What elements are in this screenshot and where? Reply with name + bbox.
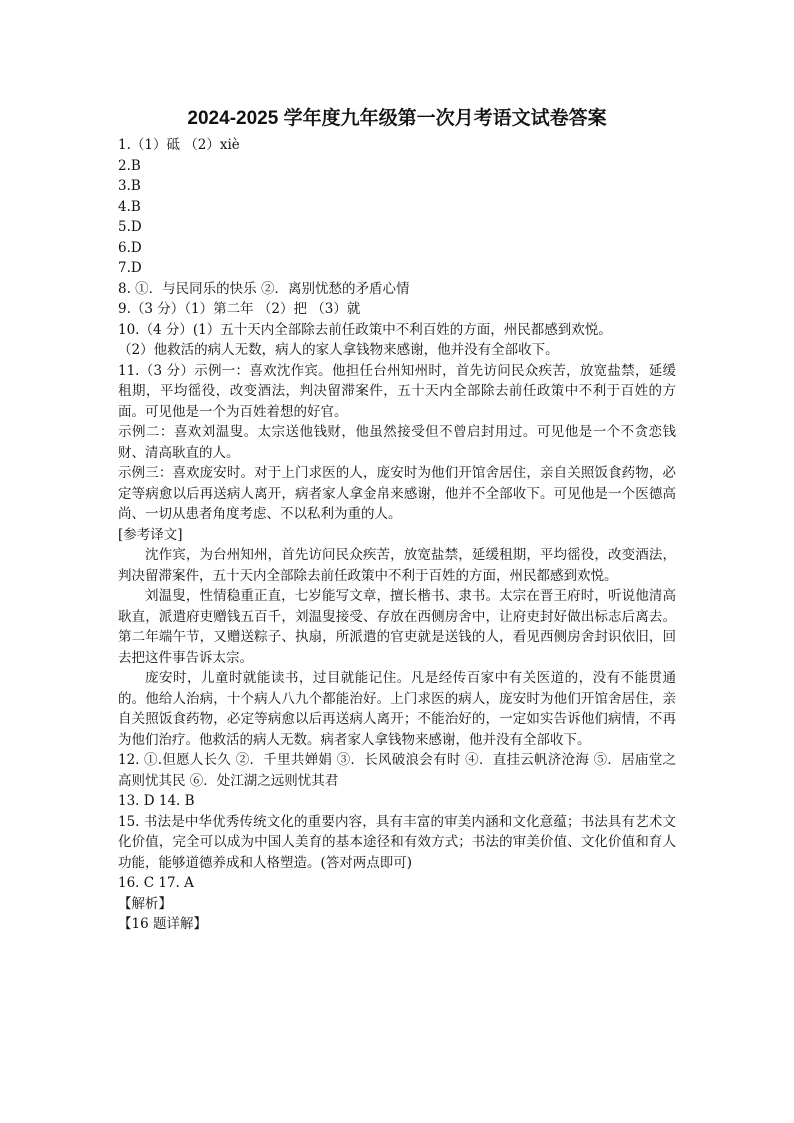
- answer-q9: 9.（3 分）（1）第二年 （2）把 （3）就: [118, 301, 361, 317]
- reference-translation-heading: [参考译文]: [118, 526, 183, 543]
- document-title: 2024-2025 学年度九年级第一次月考语文试卷答案: [187, 108, 607, 129]
- answer-q10-part1: 10.（4 分）(1）五十天内全部除去前任政策中不利百姓的方面，州民都感到欢悦。: [118, 321, 612, 338]
- answer-q15: 15. 书法是中华优秀传统文化的重要内容，具有丰富的审美内涵和文化意蕴；书法具有艺术文化价值，完全可以成为中国人美育的基本途径和有效方式；书法的审美价值、文化价值和育人功能，能够道德养成和人格塑造。(答对两点即可): [118, 813, 676, 871]
- reference-translation-paragraph-2: 刘温叟，性情稳重正直，七岁能写文章，擅长楷书、隶书。太宗在晋王府时，听说他清高耿直，派遣府吏赠钱五百千，刘温叟接受、存放在西侧房舍中，让府吏封好做出标志后离去。第二年端午节，又赠送粽子、执扇，所派遣的官吏就是送钱的人，看见西侧房舍封识依旧，回去把这件事告诉太宗。: [118, 588, 676, 666]
- answer-q10-part2: （2）他救活的病人无数，病人的家人拿钱物来感谢，他并没有全部收下。: [118, 342, 559, 358]
- answer-q11-example3: 示例三：喜欢庞安时。对于上门求医的人，庞安时为他们开馆舍居住，亲自关照饭食药物，必定等病愈以后再送病人离开，病者家人拿金帛来感谢，他并不全部收下。可见他是一个医德高尚、一切从患者角度考虑、不以私利为重的人。: [118, 465, 676, 522]
- answer-q8: 8. ①．与民同乐的快乐 ②．离别忧愁的矛盾心情: [118, 280, 410, 297]
- answer-q5: 5.D: [118, 219, 142, 235]
- analysis-heading: 【解析】: [118, 895, 172, 912]
- answer-q12: 12. ①.但愿人长久 ②．千里共婵娟 ③．长风破浪会有时 ④．直挂云帆济沧海 ⑤．居庙堂之高则忧其民 ⑥．处江湖之远则忧其君: [118, 752, 676, 789]
- answer-q3: 3.B: [118, 178, 141, 194]
- answer-q11-example2: 示例二：喜欢刘温叟。太宗送他钱财，他虽然接受但不曾启封用过。可见他是一个不贪恋钱财、清高耿直的人。: [118, 424, 676, 461]
- answer-q4: 4.B: [118, 198, 141, 215]
- answer-q6: 6.D: [118, 239, 142, 256]
- answer-q1: 1.（1）砥 （2）xiè: [118, 137, 240, 153]
- answer-q7: 7.D: [118, 260, 142, 276]
- reference-translation-paragraph-3: 庞安时，儿童时就能读书，过目就能记住。凡是经传百家中有关医道的，没有不能贯通的。他给人治病，十个病人八九个都能治好。上门求医的病人，庞安时为他们开馆舍居住，亲自关照饭食药物，必定等病愈以后再送病人离开；不能治好的，一定如实告诉他们病情，不再为他们治疗。他救活的病人无数。病者家人拿钱物来感谢，他并没有全部收下。: [118, 670, 676, 748]
- answer-q2: 2.B: [118, 157, 141, 174]
- answer-q13-q14: 13. D 14. B: [118, 793, 195, 809]
- answer-document: [118, 105, 676, 935]
- reference-translation-paragraph-1: 沈作宾，为台州知州，首先访问民众疾苦，放宽盐禁，延缓租期，平均徭役，改变酒法，判决留滞案件，五十天内全部除去前任政策中不利于百姓的方面，州民都感到欢悦。: [118, 547, 676, 584]
- answer-q11-example1: 11.（3 分）示例一：喜欢沈作宾。他担任台州知州时，首先访问民众疾苦，放宽盐禁，延缓租期，平均徭役，改变酒法，判决留滞案件，五十天内全部除去前任政策中不利于百姓的方面。可见他是一个为百姓着想的好官。: [118, 362, 676, 420]
- q16-detail-heading: 【16 题详解】: [118, 916, 207, 932]
- answer-q16-q17: 16. C 17. A: [118, 875, 194, 891]
